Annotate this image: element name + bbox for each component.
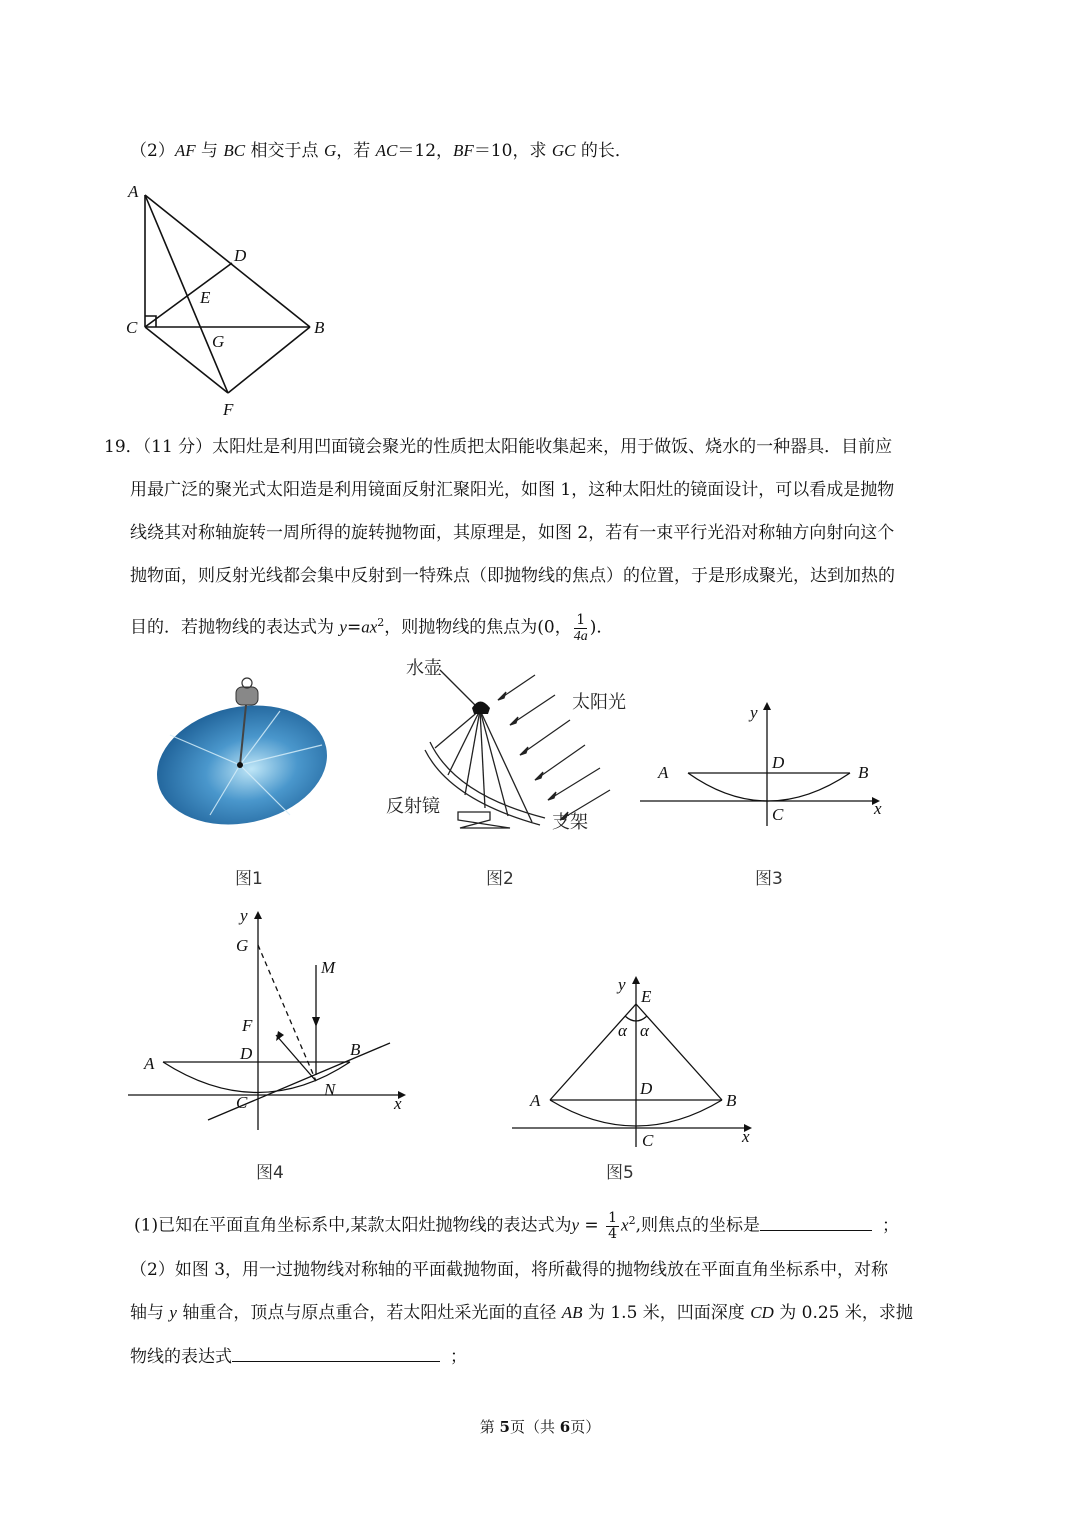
caption-fig1: 图1 [235, 869, 263, 889]
label-F: F [223, 400, 234, 419]
sub2-line2 [130, 1302, 913, 1324]
footer-page: 5 [499, 1418, 510, 1436]
q19-line1: 19．（11 分）太阳灶是利用凹面镜会聚光的性质把太阳能收集起来，用于做饭、烧水的一种器具．目前应 [104, 437, 893, 457]
label-G: G [236, 936, 249, 955]
label-C: C [772, 805, 784, 824]
sub1-b: ,则焦点的坐标是 [635, 1215, 760, 1236]
label-B: B [350, 1040, 361, 1059]
q19-line5-b: = [346, 617, 362, 638]
label-A: A [530, 1091, 541, 1110]
page-footer [0, 1416, 1080, 1437]
label-G: G [212, 332, 225, 351]
sub2-line3-end: ； [450, 1347, 467, 1367]
q19-line2: 用最广泛的聚光式太阳造是利用镜面反射汇聚阳光，如图 1，这种太阳灶的镜面设计，可以看成是抛物 [130, 480, 895, 500]
q18-G: G [323, 141, 337, 160]
q18-BF: BF [453, 141, 474, 160]
q18-w3: ，若 [336, 141, 376, 161]
caption-fig2: 图2 [486, 869, 514, 889]
q18-AF: AF [174, 141, 196, 160]
q19-line5-a: 目的．若抛物线的表达式为 [130, 617, 340, 638]
label-x: x [394, 1094, 402, 1113]
footer-b: 页（共 [509, 1418, 560, 1436]
q18-w4: ＝12， [397, 141, 454, 161]
dish [150, 690, 338, 835]
seg-AF [145, 195, 228, 393]
sub1-y: y [571, 1215, 580, 1235]
q18-BC: BC [223, 141, 246, 160]
sub2-line2-b: 轴重合，顶点与原点重合，若太阳灶采光面的直径 [176, 1303, 562, 1323]
label-B: B [858, 763, 869, 782]
label-alpha-right: α [640, 1021, 649, 1040]
ray-NF [276, 1035, 316, 1081]
label-D: D [234, 246, 247, 265]
sub2-AB: AB [561, 1303, 583, 1322]
sub1-frac-den: 4 [608, 1225, 618, 1242]
caption-fig4: 图4 [256, 1163, 284, 1183]
label-B: B [314, 318, 325, 337]
label-C: C [126, 318, 138, 337]
label-sunlight: 太阳光 [572, 692, 626, 712]
sub2-CD: CD [750, 1303, 774, 1322]
focus-fraction-den: 4a [573, 628, 588, 644]
caption-fig3: 图3 [755, 869, 783, 889]
label-y: y [750, 703, 758, 722]
figure-3 [640, 700, 895, 830]
sub2-y: y [169, 1303, 177, 1322]
sub1-end: ； [881, 1215, 899, 1236]
q19-line3: 线绕其对称轴旋转一周所得的旋转抛物面，其原理是，如图 2，若有一束平行光沿对称轴方向射向这个 [130, 523, 895, 543]
label-C: C [642, 1131, 654, 1150]
q19-line5-y: y [339, 617, 347, 637]
kettle-icon [236, 687, 258, 705]
q18-prefix: （2） [130, 141, 175, 161]
seg-CD [145, 263, 232, 327]
parabola [163, 1062, 350, 1093]
sub1-text [134, 1206, 899, 1242]
q19-line5 [130, 612, 613, 644]
sub1-eq: = [579, 1215, 605, 1236]
seg-AB [145, 195, 310, 327]
sub2-line2-c: 为 1.5 米，凹面深度 [582, 1303, 751, 1323]
q18-figure [120, 175, 340, 420]
label-kettle: 水壶 [406, 658, 442, 678]
label-F: F [242, 1016, 253, 1035]
figure-4 [128, 905, 428, 1135]
footer-c: 页） [570, 1418, 601, 1436]
label-D: D [772, 753, 785, 772]
sub1-fraction [606, 1211, 619, 1242]
q18-part2-text [130, 140, 632, 162]
sub2-line2-d: 为 0.25 米，求抛 [773, 1303, 913, 1323]
figure-1-solar-cooker [150, 665, 345, 835]
label-M: M [321, 958, 336, 977]
label-x: x [874, 799, 882, 818]
label-N: N [324, 1080, 336, 1099]
label-E: E [641, 987, 652, 1006]
sub1-frac-num: 1 [608, 1209, 618, 1226]
sub2-line1: （2）如图 3，用一过抛物线对称轴的平面截抛物面，将所截得的抛物线放在平面直角坐标系中，对称 [130, 1260, 889, 1280]
q19-line5-d: )． [589, 617, 614, 638]
focus-fraction-num: 1 [576, 611, 586, 628]
label-B: B [726, 1091, 737, 1110]
kettle-shape [472, 702, 490, 715]
label-alpha-left: α [618, 1021, 627, 1040]
sub2-line3-text: 物线的表达式 [130, 1347, 232, 1367]
figure-2-schematic [380, 650, 640, 840]
label-D: D [640, 1079, 653, 1098]
label-A: A [144, 1054, 155, 1073]
sub1-sup: 2 [628, 1214, 636, 1227]
q19-line4: 抛物面，则反射光线都会集中反射到一特殊点（即抛物线的焦点）的位置，于是形成聚光，达到加热的 [130, 566, 895, 586]
parabola [688, 773, 850, 801]
q18-GC: GC [551, 141, 576, 160]
label-reflector: 反射镜 [386, 796, 440, 816]
label-A: A [658, 763, 669, 782]
label-x: x [742, 1127, 750, 1146]
answer-blank-2[interactable] [232, 1345, 440, 1362]
label-E: E [200, 288, 211, 307]
label-y: y [240, 906, 248, 925]
sub1-x: x [621, 1215, 629, 1235]
seg-EA [550, 1004, 636, 1100]
q18-w1: 与 [195, 141, 224, 161]
sub2-line2-a: 轴与 [130, 1303, 170, 1323]
figure-5 [512, 972, 762, 1157]
label-stand: 支架 [552, 812, 588, 832]
sub2-line3 [130, 1345, 467, 1368]
dashed-GN [258, 945, 316, 1081]
label-y: y [618, 975, 626, 994]
label-A: A [128, 182, 139, 201]
footer-a: 第 [479, 1418, 500, 1436]
q18-AC: AC [375, 141, 398, 160]
answer-blank-1[interactable] [760, 1214, 872, 1231]
focus-fraction [574, 613, 588, 644]
label-D: D [240, 1044, 253, 1063]
sub1-a: (1)已知在平面直角坐标系中,某款太阳灶抛物线的表达式为 [134, 1215, 572, 1236]
caption-fig5: 图5 [606, 1163, 634, 1183]
q18-w6: 的长． [575, 141, 632, 161]
q19-line5-c: ，则抛物线的焦点为(0， [384, 617, 572, 638]
footer-total: 6 [559, 1418, 571, 1436]
q19-line5-sup: 2 [377, 616, 385, 629]
q18-w5: ＝10，求 [473, 141, 552, 161]
q18-w2: 相交于点 [245, 141, 324, 161]
label-C: C [236, 1093, 248, 1112]
q19-line5-ax: ax [361, 617, 378, 637]
seg-BF [228, 327, 310, 393]
